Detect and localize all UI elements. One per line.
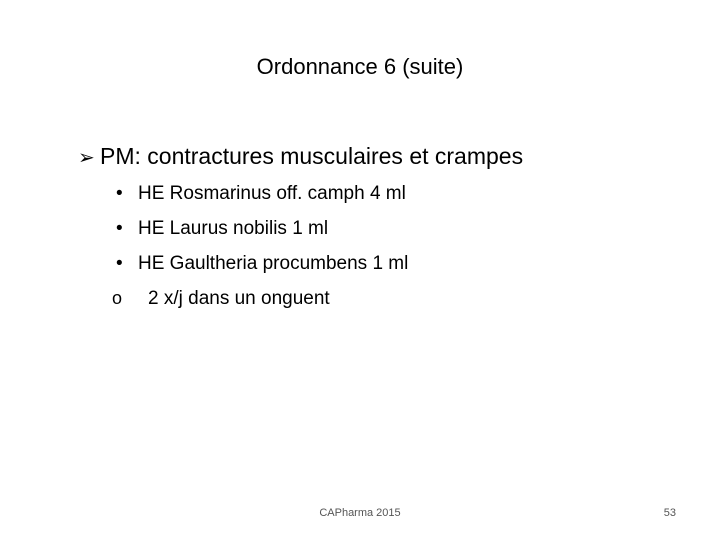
bullet-dot-icon: • [116,183,123,204]
sub-bullet-list [112,176,408,316]
page-number: 53 [663,507,676,519]
list-item-text: 2 x/j dans un onguent [148,288,330,309]
main-bullet [78,140,523,174]
main-bullet-text: PM: contractures musculaires et crampes [100,143,524,169]
list-item [112,281,408,316]
arrow-bullet-icon: ➢ [78,147,95,169]
bullet-dot-icon: • [116,253,123,274]
list-item-text: HE Rosmarinus off. camph 4 ml [138,183,406,204]
list-item-text: HE Laurus nobilis 1 ml [138,218,329,239]
list-item [112,211,408,246]
bullet-circle-icon: o [112,288,123,308]
slide-title: Ordonnance 6 (suite) [256,54,464,79]
list-item-text: HE Gaultheria procumbens 1 ml [138,253,409,274]
list-item [112,176,408,211]
footer-text: CAPharma 2015 [319,507,401,519]
list-item [112,246,408,281]
bullet-dot-icon: • [116,218,123,239]
